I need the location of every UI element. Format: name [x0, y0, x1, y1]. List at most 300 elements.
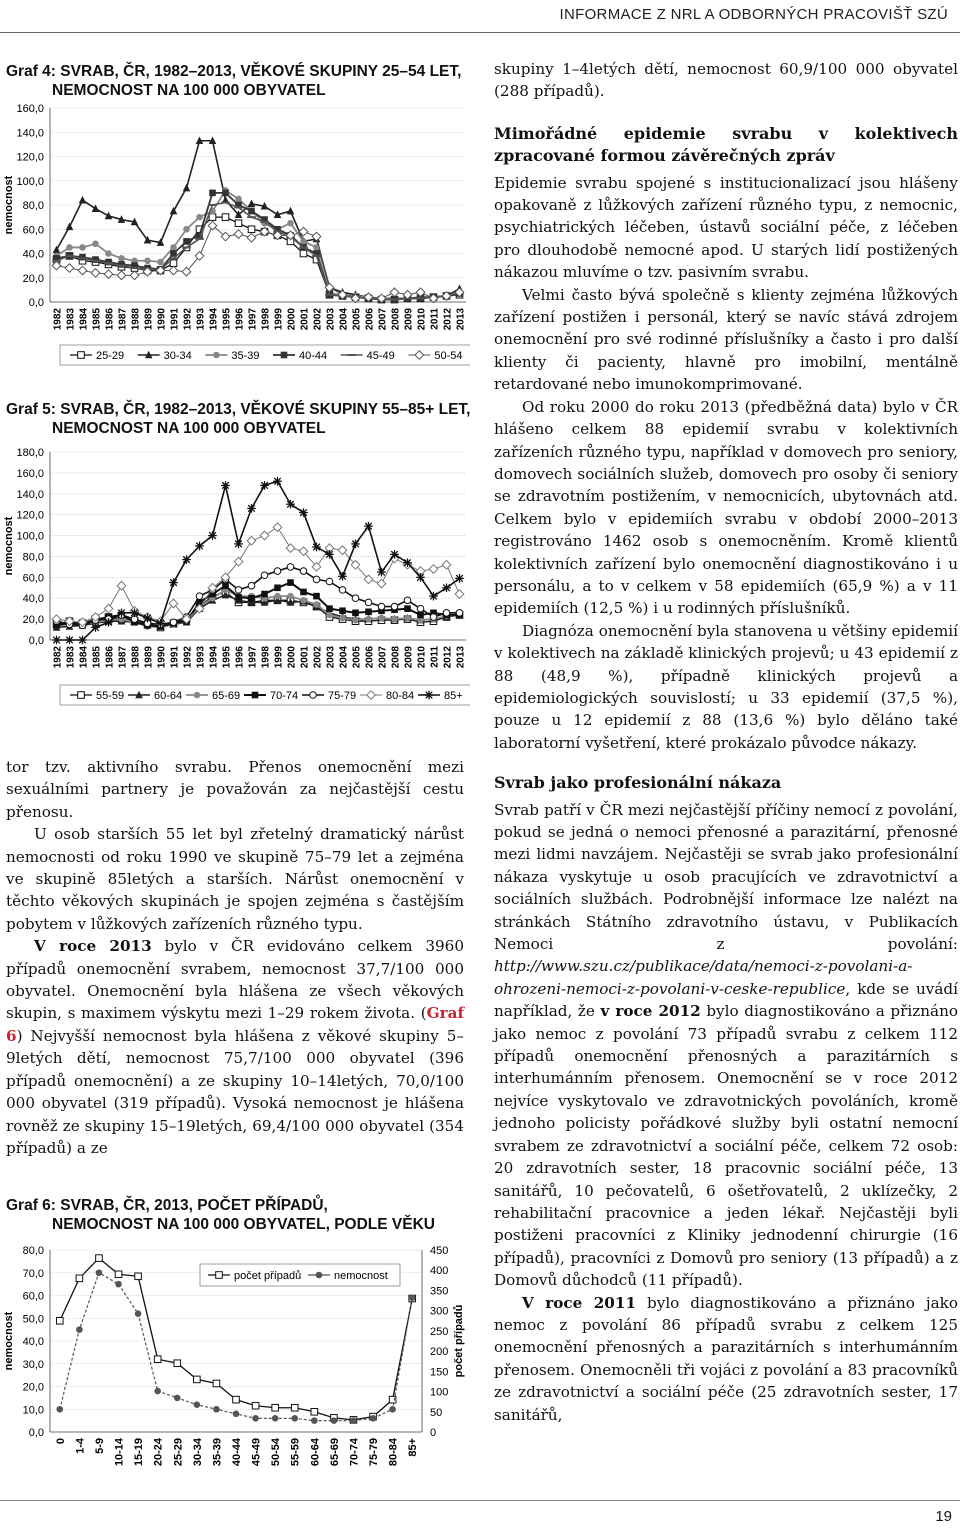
- chart5-ytick: 100,0: [16, 530, 44, 543]
- chart5-point-85+: [455, 574, 464, 583]
- chart5-point-85+: [325, 550, 334, 559]
- chart4-xtick: 1993: [195, 308, 207, 331]
- graph6-point-nemocnost: [115, 1281, 122, 1288]
- graph6-xtick: 75-79: [368, 1438, 381, 1467]
- graph6-point-počet případů: [56, 1317, 63, 1324]
- chart5-point-75-79: [430, 614, 437, 621]
- chart5-point-85+: [169, 578, 178, 587]
- graph6-ytick: 80,0: [22, 1245, 44, 1257]
- chart4-point-35-39: [300, 238, 307, 245]
- chart5-xtick: 2000: [286, 646, 298, 669]
- chart5-point-65-69: [378, 615, 385, 622]
- graph6-xtick: 40-44: [231, 1438, 243, 1467]
- graph5-title-line1: Graf 5: SVRAB, ČR, 1982–2013, VĚKOVÉ SKUPINY 55–85+ LET,: [6, 401, 471, 418]
- chart5-point-85+: [312, 543, 321, 552]
- graph6-title: [6, 1196, 435, 1234]
- chart4-xtick: 1996: [234, 308, 246, 331]
- chart5-point-85+: [156, 619, 165, 628]
- chart5-point-75-79: [443, 610, 450, 617]
- chart4-xtick: 1995: [221, 308, 233, 331]
- chart5-point-65-69: [352, 617, 359, 624]
- chart5-legend-marker: [425, 691, 434, 700]
- graph6-xtick: 65-69: [328, 1438, 341, 1467]
- graph5-title-line2: NEMOCNOST NA 100 000 OBYVATEL: [52, 420, 326, 437]
- chart5-point-85+: [130, 609, 139, 618]
- chart4-point-40-44: [248, 208, 255, 215]
- chart5-xtick: 1988: [130, 646, 142, 669]
- chart4-point-35-39: [157, 259, 164, 266]
- chart4-point-25-29: [235, 220, 242, 227]
- chart4-point-40-44: [222, 190, 229, 197]
- chart5-ytick: 120,0: [16, 509, 44, 522]
- graph6-point-nemocnost: [233, 1411, 240, 1418]
- graph6-point-nemocnost: [213, 1406, 220, 1413]
- chart5-xtick: 2006: [364, 646, 376, 669]
- graph6-title-line2: NEMOCNOST NA 100 000 OBYVATEL, PODLE VĚKU: [52, 1216, 435, 1233]
- chart5-point-80-84: [455, 590, 464, 599]
- chart5-point-75-79: [378, 603, 385, 610]
- graph6-ytick: 60,0: [22, 1290, 44, 1303]
- chart5-legend-label: 80-84: [386, 690, 415, 702]
- graph6-point-počet případů: [291, 1404, 298, 1411]
- chart4-legend-label: 30-34: [163, 350, 192, 362]
- chart5-point-70-74: [261, 591, 268, 598]
- right-p6-text: bylo diagnostikováno a přiznáno jako nemoc z povolání 86 případů svrabu z celkem 125 onemocnění přenosných a parazitárních s interhumánním přenosem. Onemocněli tři vojáci z povolání a 83 pracovníků ze zdravotnictví a sociální péče (25 zdravotních sester, 17 sanitářů,: [494, 1293, 959, 1424]
- chart5-xtick: 1989: [143, 646, 155, 669]
- chart4-ytick: 0,0: [28, 297, 44, 309]
- chart5-xtick: 2009: [403, 646, 415, 669]
- chart4-point-50-54: [117, 271, 126, 280]
- chart5-xtick: 1983: [65, 646, 77, 669]
- chart5-xtick: 1997: [247, 646, 259, 669]
- graph5-chart: [0, 440, 470, 740]
- graph6-y2tick: 50: [430, 1406, 443, 1419]
- graph6-ytick: 20,0: [22, 1381, 44, 1394]
- chart5-point-65-69: [313, 601, 320, 608]
- chart4-ytick: 60,0: [22, 224, 44, 237]
- chart5-point-75-79: [404, 597, 411, 604]
- graph6-y2tick: 200: [430, 1346, 449, 1359]
- chart5-point-75-79: [196, 593, 203, 600]
- chart4-point-30-34: [66, 223, 74, 231]
- graph6-xtick: 5-9: [93, 1438, 106, 1454]
- graph6-xtick: 15-19: [133, 1438, 146, 1467]
- chart4-xtick: 1987: [117, 308, 129, 331]
- chart5-point-75-79: [365, 599, 372, 606]
- chart4-ylabel: nemocnost: [3, 175, 15, 235]
- chart4-point-50-54: [390, 288, 399, 297]
- chart5-point-75-79: [235, 587, 242, 594]
- right-p6-bold: V roce 2011: [522, 1293, 637, 1312]
- chart4-xtick: 1999: [273, 308, 285, 331]
- graph6-point-počet případů: [272, 1404, 279, 1411]
- chart4-legend-marker: [213, 352, 220, 359]
- chart4-point-50-54: [234, 230, 243, 239]
- chart5-legend-label: 85+: [444, 690, 463, 702]
- chart4-xtick: 2013: [455, 308, 467, 331]
- chart5-xtick: 1998: [260, 646, 272, 669]
- chart5-legend-marker: [310, 692, 317, 699]
- chart4-point-35-39: [105, 250, 112, 257]
- chart5-point-85+: [364, 522, 373, 531]
- chart5-xtick: 1991: [169, 646, 181, 669]
- chart4-point-25-29: [248, 226, 255, 233]
- chart5-ytick: 60,0: [22, 572, 44, 585]
- graph6-y2tick: 100: [430, 1386, 449, 1399]
- graph6-xtick: 30-34: [191, 1438, 204, 1467]
- chart4-xtick: 1994: [208, 308, 220, 331]
- graph6-xtick: 55-59: [289, 1438, 302, 1467]
- graph6-legend-label: počet případů: [234, 1270, 302, 1282]
- chart4-legend-label: 50-54: [434, 350, 463, 362]
- chart5-xtick: 2010: [416, 646, 428, 669]
- graph6-xtick: 20-24: [152, 1438, 165, 1467]
- graph4-title-line2: NEMOCNOST NA 100 000 OBYVATEL: [52, 82, 326, 99]
- graph6-point-počet případů: [194, 1376, 201, 1383]
- right-p5-bold: v roce 2012: [600, 1002, 701, 1021]
- chart5-ytick: 0,0: [28, 635, 44, 647]
- chart4-xtick: 2012: [442, 308, 454, 331]
- chart4-ytick: 40,0: [22, 248, 44, 261]
- chart5-point-85+: [351, 540, 360, 549]
- graph6-point-nemocnost: [252, 1415, 259, 1422]
- chart4-xtick: 1985: [91, 308, 103, 331]
- graph6-point-nemocnost: [311, 1417, 318, 1424]
- graph6-point-počet případů: [389, 1396, 396, 1403]
- chart5-xtick: 2007: [377, 646, 389, 669]
- chart5-ytick: 140,0: [16, 488, 44, 501]
- chart5-legend-label: 55-59: [96, 690, 125, 702]
- graph6-point-počet případů: [154, 1356, 161, 1363]
- chart4-point-25-29: [222, 214, 229, 221]
- chart5-xtick: 2003: [325, 646, 337, 669]
- chart5-point-85+: [143, 614, 152, 623]
- chart4-point-30-34: [105, 212, 113, 220]
- left-paragraph-0: tor tzv. aktivního svrabu. Přenos onemocnění mezi sexuálními partnery je považován za nejčastější cestu přenosu.: [6, 758, 464, 821]
- chart4-point-35-39: [235, 196, 242, 203]
- chart4-xtick: 1998: [260, 308, 272, 331]
- chart5-point-75-79: [339, 587, 346, 594]
- chart4-point-35-39: [79, 244, 86, 251]
- chart4-point-50-54: [169, 266, 178, 275]
- chart4-point-30-34: [92, 204, 100, 212]
- chart5-point-70-74: [339, 607, 346, 614]
- chart4-legend-label: 40-44: [299, 350, 328, 362]
- chart4-point-25-29: [300, 250, 307, 257]
- chart5-xtick: 1982: [52, 646, 64, 669]
- graph6-y2tick: 350: [430, 1285, 449, 1298]
- graph6-point-počet případů: [311, 1408, 318, 1415]
- page-number: 19: [935, 1508, 952, 1525]
- chart5-legend-marker: [252, 692, 259, 699]
- chart4-point-35-39: [92, 241, 99, 248]
- right-paragraph-6: [494, 1292, 958, 1426]
- graph6-y2tick: 300: [430, 1305, 449, 1318]
- chart5-point-80-84: [442, 561, 451, 570]
- graph6-point-nemocnost: [96, 1269, 103, 1276]
- chart4-point-50-54: [130, 271, 139, 280]
- chart5-point-70-74: [352, 610, 359, 617]
- chart5-series-80-84: [57, 527, 460, 622]
- chart5-point-70-74: [235, 594, 242, 601]
- graph6-reference: Graf 6: [6, 1004, 464, 1045]
- graph6-point-nemocnost: [389, 1406, 396, 1413]
- chart4-legend-marker: [78, 352, 85, 359]
- right-paragraph-3: Od roku 2000 do roku 2013 (předběžná data) bylo v ČR hlášeno celkem 88 epidemií svrabu v kolektivních zařízeních různého typu, například v domovech pro seniory, domovech sociálních služeb, domovech pro osoby či seniory se zdravotním postižením, v nemocnicích, ubytovnách atd. Celkem bylo v epidemiích svrabu v období 2000–2013 registrováno 1462 osob s onemocněním. Kromě klientů kolektivních zařízení bylo onemocnění diagnostikováno i u personálu, a to v celkem v 58 epidemiích (65,9 %) a v 11 epidemiích (12,5 %) i u rodinných příslušníků.: [494, 397, 958, 618]
- left-column: [6, 756, 464, 1159]
- section-heading-epidemics: Mimořádné epidemie svrabu v kolektivech zpracované formou závěrečných zpráv: [494, 123, 958, 166]
- graph6-legend-marker: [216, 1272, 223, 1279]
- graph6-ytick: 40,0: [22, 1336, 44, 1348]
- left-paragraph-1: U osob starších 55 let byl zřetelný dramatický nárůst nemocnosti od roku 1990 ve skupině 75–79 let a zejména ve skupině 85letých a starších. Nárůst onemocnění v těchto věkových skupinách je spojen zejména s častějším pobytem v lůžkových zařízeních různého typu.: [6, 825, 464, 933]
- graph6-xtick: 35-39: [211, 1438, 224, 1467]
- chart4-xtick: 1997: [247, 308, 259, 331]
- chart4-point-40-44: [209, 190, 216, 197]
- graph6-ytick: 70,0: [22, 1267, 44, 1280]
- graph6-xtick: 25-29: [172, 1438, 185, 1467]
- chart5-point-75-79: [170, 619, 177, 626]
- chart5-point-85+: [195, 542, 204, 551]
- running-header: INFORMACE Z NRL A ODBORNÝCH PRACOVIŠŤ SZÚ: [559, 6, 948, 23]
- chart4-ytick: 120,0: [16, 151, 44, 164]
- graph6-xtick: 10-14: [113, 1438, 126, 1467]
- chart5-point-65-69: [274, 593, 281, 600]
- graph6-ylabel: nemocnost: [3, 1311, 15, 1371]
- header-rule: [0, 32, 960, 33]
- graph6-y2tick: 250: [430, 1325, 449, 1338]
- graph6-legend-marker: [316, 1272, 323, 1279]
- chart5-point-85+: [299, 508, 308, 517]
- chart4-xtick: 2003: [325, 308, 337, 331]
- chart5-point-65-69: [339, 615, 346, 622]
- chart4-xtick: 1983: [65, 308, 77, 331]
- chart5-xtick: 2008: [390, 646, 402, 669]
- chart4-xtick: 2002: [312, 308, 324, 331]
- graph4-title-line1: Graf 4: SVRAB, ČR, 1982–2013, VĚKOVÉ SKUPINY 25–54 LET,: [6, 63, 462, 80]
- chart5-point-85+: [247, 504, 256, 513]
- chart4-xtick: 1990: [156, 308, 168, 331]
- chart4-xtick: 2005: [351, 308, 363, 331]
- chart4-xtick: 2000: [286, 308, 298, 331]
- chart5-point-85+: [91, 623, 100, 632]
- chart5-point-80-84: [286, 544, 295, 553]
- graph6-xtick: 45-49: [250, 1438, 263, 1467]
- chart5-point-65-69: [365, 616, 372, 623]
- chart4-series-35-39: [57, 190, 460, 299]
- chart4-xtick: 2001: [299, 308, 311, 331]
- chart5-ylabel: nemocnost: [3, 516, 15, 576]
- chart4-ytick: 100,0: [16, 175, 44, 188]
- graph6-point-nemocnost: [272, 1415, 279, 1422]
- chart4-legend-label: 25-29: [96, 350, 125, 362]
- chart4-legend-label: 35-39: [231, 350, 260, 362]
- chart5-ytick: 20,0: [22, 614, 44, 627]
- chart4-xtick: 1984: [78, 308, 90, 331]
- section-heading-occupational: Svrab jako profesionální nákaza: [494, 773, 782, 793]
- graph6-point-počet případů: [174, 1360, 181, 1367]
- chart5-point-80-84: [273, 523, 282, 532]
- chart4-xtick: 1986: [104, 308, 116, 331]
- graph6-ytick: 30,0: [22, 1358, 44, 1371]
- chart4-legend-label: 45-49: [366, 350, 395, 362]
- chart5-xtick: 1992: [182, 646, 194, 669]
- chart5-xtick: 1985: [91, 646, 103, 669]
- chart5-xtick: 1999: [273, 646, 285, 669]
- chart5-point-85+: [234, 540, 243, 549]
- graph6-legend-label: nemocnost: [334, 1270, 388, 1282]
- chart5-xtick: 1995: [221, 646, 233, 669]
- right-paragraph-0: skupiny 1–4letých dětí, nemocnost 60,9/100 000 obyvatel (288 případů).: [494, 60, 958, 101]
- graph6-point-počet případů: [252, 1402, 259, 1409]
- graph6-point-počet případů: [76, 1275, 83, 1282]
- right-paragraph-4: Diagnóza onemocnění byla stanovena u většiny epidemií v kolektivech na základě klinických projevů; u 43 epidemií z 88 (48,9 %), případně klinických projevů a epidemiologických souvislostí; u 33 epidemií (37,5 %), pouze u 12 epidemií z 88 (13,6 %) bylo děláno také laboratorní vyšetření, které prokázalo původce nákazy.: [494, 621, 958, 752]
- chart5-point-85+: [338, 572, 347, 581]
- chart4-series-40-44: [57, 193, 460, 300]
- graph6-point-počet případů: [115, 1271, 122, 1278]
- chart5-point-70-74: [300, 589, 307, 596]
- chart5-point-85+: [390, 550, 399, 559]
- chart4-legend-marker: [281, 352, 288, 359]
- chart5-ytick: 160,0: [16, 467, 44, 480]
- chart5-point-85+: [117, 609, 126, 618]
- right-paragraph-1: Epidemie svrabu spojené s institucionalizací jsou hlášeny opakovaně z lůžkových zařízení různého typu, z nemocnic, psychiatrických léčeben, ústavů sociální péče, z léčeben pro dlouhodobě nemocné apod. U starých lidí postižených nákazou mluvíme o tzv. pasivním svrabu.: [494, 173, 958, 282]
- chart5-point-70-74: [404, 605, 411, 612]
- chart4-xtick: 2010: [416, 308, 428, 331]
- chart5-xtick: 1987: [117, 646, 129, 669]
- chart5-xtick: 2013: [455, 646, 467, 669]
- chart4-point-35-39: [118, 255, 125, 262]
- graph4-chart: [0, 100, 470, 370]
- chart5-point-75-79: [313, 576, 320, 583]
- chart5-point-75-79: [248, 582, 255, 589]
- graph6-xtick: 85+: [407, 1438, 420, 1457]
- chart4-point-25-29: [209, 214, 216, 221]
- chart5-point-65-69: [300, 597, 307, 604]
- chart4-point-50-54: [247, 233, 256, 242]
- chart4-point-35-39: [287, 220, 294, 227]
- chart5-legend-marker: [194, 692, 201, 699]
- graph6-point-nemocnost: [409, 1294, 416, 1301]
- graph6-ytick: 10,0: [22, 1404, 44, 1417]
- graph6-y2tick: 400: [430, 1265, 449, 1278]
- chart5-xtick: 2004: [338, 646, 350, 669]
- right-paragraph-5: [494, 799, 958, 1292]
- graph6-y2tick: 0: [430, 1427, 437, 1439]
- graph6-title-line1: Graf 6: SVRAB, ČR, 2013, POČET PŘÍPADŮ,: [6, 1197, 328, 1214]
- chart5-point-65-69: [404, 615, 411, 622]
- left-p2-text: bylo v ČR evidováno celkem 3960 případů onemocnění svrabem, nemocnost 37,7/100 000 obyvatel. Onemocnění byla hlášena ze všech věkových skupin, s maximem výskytu mezi 1–29 rokem života. (: [6, 937, 464, 1023]
- chart4-point-50-54: [78, 266, 87, 275]
- chart5-xtick: 2011: [429, 646, 441, 668]
- chart4-point-30-34: [183, 184, 191, 192]
- graph6-point-nemocnost: [154, 1388, 161, 1395]
- chart5-legend-label: 65-69: [212, 690, 241, 702]
- graph6-ytick: 0,0: [28, 1427, 44, 1439]
- chart4-series-50-54: [57, 226, 460, 299]
- graph5-title: [6, 400, 471, 438]
- chart5-point-80-84: [117, 581, 126, 590]
- chart5-legend-label: 60-64: [154, 690, 183, 702]
- chart5-point-85+: [442, 583, 451, 592]
- chart5-point-85+: [286, 500, 295, 509]
- chart5-xtick: 1993: [195, 646, 207, 669]
- chart5-point-75-79: [352, 595, 359, 602]
- chart5-point-85+: [208, 531, 217, 540]
- chart4-xtick: 1989: [143, 308, 155, 331]
- chart5-point-85+: [104, 618, 113, 627]
- graph6-point-počet případů: [135, 1273, 142, 1280]
- chart4-xtick: 2011: [429, 308, 441, 330]
- chart5-xtick: 1990: [156, 646, 168, 669]
- chart5-point-65-69: [326, 612, 333, 619]
- graph6-xtick: 70-74: [348, 1438, 361, 1467]
- graph6-chart: [0, 1234, 470, 1499]
- chart4-point-35-39: [196, 214, 203, 221]
- chart5-point-80-84: [377, 579, 386, 588]
- chart5-ytick: 180,0: [16, 447, 44, 459]
- chart4-point-50-54: [91, 269, 100, 278]
- chart5-point-85+: [78, 636, 87, 645]
- chart4-xtick: 2007: [377, 308, 389, 331]
- publication-link[interactable]: http://www.szu.cz/publikace/data/nemoci-z-povolani-a-ohrozeni-nemoci-z-povolani-v-ceske-republice: [494, 957, 913, 998]
- chart5-xtick: 2005: [351, 646, 363, 669]
- footer-rule: [0, 1500, 960, 1501]
- graph4-title: [6, 62, 461, 100]
- chart5-xtick: 1984: [78, 646, 90, 669]
- right-p5-text3: bylo diagnostikováno a přiznáno jako nemoc z povolání 73 případů svrabu z celkem 112 případů onemocnění přenosných a parazitárních s interhumánním přenosem. Onemocnění se v roce 2012 nejvíce vyskytovalo ve zdravotnických povoláních, kromě jednoho policisty pořádkové služby byli ostatní nemocní svrabem ze zdravotnictví a sociální péče, celkem 72 osob: 20 zdravotních sester, 18 pracovnic sociální péče, 13 sanitářů, 10 pečovatelů, 6 ošetřovatelů, 2 uklízečky, 2 rehabilitační pracovnice a jeden lékař. Nejčastěji byli postiženi pracovníci z Kliniky jednodenní chirurgie (16 případů), pracovníci z Domovů pro seniory (13 případů) a z Domovů důchodců (11 případů).: [494, 1002, 958, 1290]
- graph6-point-nemocnost: [194, 1401, 201, 1408]
- chart5-xtick: 1986: [104, 646, 116, 669]
- chart5-point-85+: [52, 636, 61, 645]
- graph6-xtick: 50-54: [270, 1438, 283, 1467]
- chart4-xtick: 1988: [130, 308, 142, 331]
- chart5-legend-marker: [78, 692, 85, 699]
- graph6-point-nemocnost: [76, 1326, 83, 1333]
- chart5-point-65-69: [287, 593, 294, 600]
- chart5-point-85+: [403, 558, 412, 567]
- chart4-point-35-39: [66, 244, 73, 251]
- chart5-xtick: 1994: [208, 646, 220, 669]
- chart4-xtick: 1991: [169, 308, 181, 331]
- chart5-point-85+: [221, 481, 230, 490]
- chart4-legend-marker: [415, 351, 424, 360]
- chart4-point-50-54: [104, 270, 113, 279]
- chart4-ytick: 20,0: [22, 272, 44, 285]
- left-paragraph-2: [6, 935, 464, 1159]
- chart5-point-75-79: [417, 605, 424, 612]
- graph6-point-nemocnost: [291, 1415, 298, 1422]
- chart5-legend-marker: [367, 691, 376, 700]
- graph6-y2tick: 450: [430, 1245, 449, 1257]
- right-paragraph-2: Velmi často bývá společně s klienty zejména lůžkových zařízení postižen i personál, který se navíc stává zdrojem onemocnění pro své rodinné příslušníky a často i pro další klienty či pacienty, hlavně pro imobilní, mentálně retardované nebo imunokomprimované.: [494, 285, 958, 394]
- graph6-xtick: 0: [54, 1438, 67, 1445]
- chart5-series-60-64: [57, 595, 460, 627]
- chart5-point-85+: [260, 481, 269, 490]
- graph6-y2tick: 150: [430, 1366, 449, 1379]
- chart4-ytick: 140,0: [16, 127, 44, 140]
- chart5-point-85+: [182, 555, 191, 564]
- right-column: [494, 58, 958, 1426]
- chart5-point-80-84: [247, 536, 256, 545]
- chart4-xtick: 2008: [390, 308, 402, 331]
- chart5-point-80-84: [429, 565, 438, 574]
- graph6-xtick: 80-84: [387, 1438, 400, 1467]
- chart4-xtick: 2004: [338, 308, 350, 331]
- graph6-point-nemocnost: [370, 1415, 377, 1422]
- graph6-point-počet případů: [96, 1255, 103, 1262]
- chart5-xtick: 2001: [299, 646, 311, 669]
- chart5-point-65-69: [391, 616, 398, 623]
